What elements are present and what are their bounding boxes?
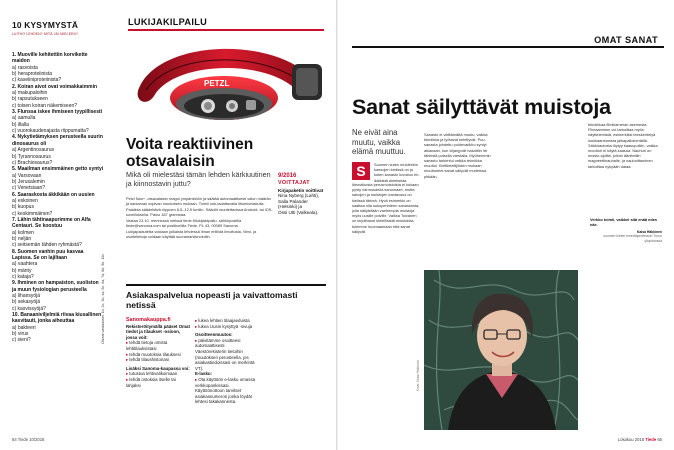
question-text: 4. Nykytietämyksen perusteella suurin dinosaurus oli (12, 134, 103, 147)
photo-caption (590, 218, 660, 228)
quiz-option: c) kaseiiniproteiinista? (12, 77, 62, 84)
svg-text:PETZL: PETZL (204, 79, 230, 88)
quiz-option: c) Venetsiaan? (12, 185, 46, 192)
answers-text: Oikeat vastaukset: 1b, 2c, 3b, 4a, 5c, 6a, 7a, 8b, 9b, 10c (101, 254, 105, 344)
winners-date: 9/2016 (278, 173, 297, 179)
quiz-option: c) toisen koiran näkemiseen? (12, 102, 78, 109)
quiz-title: 10 KYSYMYSTÄ (12, 20, 79, 30)
quiz-option: a) aamulla (12, 115, 36, 122)
quiz-option: c) keskimmäinen? (12, 210, 53, 217)
headline-voita: Voita reaktiivinen otsavalaisin (126, 136, 254, 170)
body-text: Sanasto ei välttämättä muutu, vaikka tekniikka ja työtavat kehittyvät. Puu-sanasta johdettu puidevarikko syntyi aikanaan, kun viljanjyvät hakattiin irti tähkistä puisella varstalla. Myöhemmin sanasto tarkentui vaikka tekniikka muuttui. Kielitieteilijöiden mukaan muuttuneet sanat säilyvät murteissa pitkään. (424, 132, 491, 179)
quiz-option: b) rapsutukseen (12, 96, 48, 103)
body-paragraph: Lukijapalautetta voidaan julkaista lehdessä ilman erillistä ilmoitusta. Nimi- ja osoitetietoja voidaan käyttää suoramarkkinointiin. (126, 228, 257, 240)
question-text: 5. Maailman ensimmäinen getto syntyi (12, 166, 104, 173)
portrait-drawing (424, 270, 578, 430)
reg-title: Rekisteröitymällä pääset Omat tiedot ja tilaukset -osioon, jossa voit: (126, 323, 190, 340)
quiz-option: a) Varsovaan (12, 172, 42, 179)
lead-sanat: Ne eivät aina muutu, vaikka elämä muuttuu. (352, 128, 406, 157)
quiz-option: c) sieni? (12, 337, 31, 344)
folio-number: 65 (657, 437, 662, 442)
reg-item: ▸ tehdä tietoja omista lehtitilauksistasi (126, 340, 190, 351)
quiz-question (12, 217, 104, 249)
service-site: Sanomakauppa.fi (126, 317, 171, 323)
headline-asiakaspalvelu: Asiakaspalvelua nopeasti ja vaivattomasti netissä (126, 290, 298, 311)
quiz-option: a) kolmen (12, 229, 34, 236)
quiz-question (12, 84, 104, 109)
author-name: Kaisa Häkkinen (636, 230, 662, 234)
right-page (338, 0, 674, 450)
body-column-3 (588, 122, 660, 169)
section-label-omat-sanat: OMAT SANAT (594, 35, 658, 45)
quiz-option: c) seitsemän tähden ryhmästä? (12, 242, 82, 249)
question-text: 9. Ihminen on hampaiston, suoliston ja muun fysiologian perusteella (12, 280, 99, 293)
author-title: suomen kielen emeritaprofessori Turun yliopistossa (603, 234, 662, 243)
question-text: 8. Suomen vanhin puu kasvaa Lapissa. Se on lajiltaan (12, 248, 84, 261)
dropcap: S (352, 162, 370, 180)
folio-left: 64 Tiede 10/2016 (12, 437, 45, 442)
quiz-option: a) Argentinosaurus (12, 147, 54, 154)
question-text: 6. Saaraskosta äkkikään on uusien (12, 191, 95, 198)
changes-item: ▸ Ota käyttöön e-lasku omassa verkkopankissasi. Käyttöönottoon tarvitset asiakasnumeron jonka löydät lehtesi takakannesta. (195, 377, 257, 405)
caption-text: Verkko toimii, vaikkei sitä enää edes näe. (590, 217, 658, 227)
body-paragraph: Vastaa 23.10. mennessä netissä tiede.fi/lukijakilpailu, sähköpostilla tiede@sanoma.com tai postikortilla Tiede, PL 43, 00089 Sanoma. (126, 217, 242, 229)
quiz-question (12, 280, 104, 312)
body-voita (126, 196, 273, 240)
winners-list (278, 188, 326, 215)
quiz-option: a) rasvoista (12, 64, 38, 71)
quiz-option: a) eskoinen (12, 197, 38, 204)
quiz-option: b) virus (12, 331, 29, 338)
quiz-answers (101, 254, 109, 404)
shop-title: Lisäksi Sanoma-kaupassa voi: (126, 365, 190, 371)
question-text: 3. Flunssa iskee ihmiseen tyypillisesti (12, 109, 103, 116)
headline-sanat: Sanat säilyttävät muistoja (352, 95, 611, 119)
author-photo (424, 270, 578, 430)
quiz-option: b) sekasyöjä (12, 299, 41, 306)
quiz-option: b) neljän (12, 235, 32, 242)
body-column-2 (424, 132, 492, 179)
quiz-option: b) illalla (12, 121, 29, 128)
folio-issue: Lokakuu 2016 (617, 437, 645, 442)
quiz-question (12, 166, 104, 191)
quiz-option: a) lihansyöjä (12, 293, 41, 300)
quiz-option: b) kuopus (12, 204, 34, 211)
elasku-title: E-lasku: (195, 371, 213, 377)
section-label-lukijakilpailu: LUKIJAKILPAILU (128, 17, 208, 27)
quiz-option: b) Tyrannosaurus (12, 153, 51, 160)
body-text: tekniikkaa filmikameran asemesta. Filmaaminen voi tarkoittaa myös näyttelemistä, esimerkiksi teeskentelyä loukkaantumista jalkapallokentällä. Sähköautosta löytyy kaasupolkin, vaikka moottori ei käytä kaasua. Nauhuri on muisto ajoilta, jolloin äänitettiin magneettinauhalle, ja nauhoittaminen tarkoittaa nykyään dataa. (588, 122, 658, 169)
shop-item: ▸ tehdä ostoksia itselle tai lahjaksi (126, 377, 190, 388)
quiz-list (12, 52, 104, 344)
quiz-option: b) heraproteiinista (12, 71, 53, 78)
winners-title: Kirjapaketin voittivat (278, 188, 324, 193)
left-page (0, 0, 336, 450)
service-column-2 (195, 318, 257, 405)
body-first-lines: Suomen kuten muidenkin kansojen kielissä on ja kuten sanasto koostuu eri-ikäisistä aineksista. (374, 162, 420, 183)
question-text: 1. Muoville kehitettiin korvikette maidon (12, 52, 88, 65)
section-rule (352, 46, 664, 48)
question-text: 10. Banaaniviljelmiä riivaa kiusallinen kasvitauti, jonka aiheuttaa (12, 312, 102, 325)
winner-item: Salla Palander (Helsinki) ja (278, 198, 308, 210)
quiz-question (12, 134, 104, 166)
winner-item: Nina Nyberg (Lahti), (278, 193, 320, 199)
quiz-option: a) vaahtera (12, 261, 38, 268)
quiz-question (12, 249, 104, 281)
quiz-question (12, 109, 104, 134)
service-column-1 (126, 318, 190, 388)
quiz-option: c) kataja? (12, 274, 34, 281)
quiz-option: c) kasvissyöjä? (12, 305, 46, 312)
quiz-option: a) bakteeri (12, 324, 36, 331)
quiz-option: c) vuorokaudenajasta riippumatta? (12, 128, 89, 135)
body-column-1 (352, 162, 420, 234)
question-text: 7. Lähin tähtinaapurimme on Alfa Centauri. Se koostuu (12, 216, 91, 230)
reg-item: ▸ tehdä muutoksia tilauksesi (126, 352, 190, 358)
winners-label: VOITTAJAT (278, 180, 310, 186)
quiz-question (12, 52, 104, 84)
body-paragraph: Petzl Nao+ -otsavalaisin reagoi ympäristöön ja säätää automaattisesti valon määrän ja kantaman sopivan muutoksen mukaan. Toimii usb-ladattavalla litiumioniakulla. Palaikka säädettävä riippuen 6,5–12,5 tuntiin. Säädöt muutettavissa Android- tai iOS-sovelluksella. Paino 187 grammaa. (126, 196, 273, 217)
photo-credit: Kuva: Kaisa Häkkinen (416, 360, 420, 392)
question-text: 2. Koiran aivot ovat voimakkaimmin (12, 83, 98, 90)
reg-item: ▸ tehdä tilaushistoriasi (126, 357, 190, 363)
folio-right (618, 437, 662, 442)
quiz-option: b) Jerusalemin (12, 178, 45, 185)
quiz-subtitle: LUITKO LEHDEN? MITÄ JÄI MIELEEN? (12, 32, 79, 36)
quiz-column (12, 20, 104, 430)
lead-voita: Mikä oli mielestäsi tämän lehden kärkiuutinen ja kiinnostavin juttu? (126, 170, 271, 188)
headlamp-drawing (122, 30, 334, 128)
folio-mag: Tiede (645, 437, 657, 442)
headlamp-image (122, 30, 334, 128)
winner-item: Ossi Utti (Valkeala). (278, 209, 319, 215)
author-signature (590, 230, 662, 243)
shop-item: ▸ tutustua lehtivalikoimaan (126, 371, 190, 377)
changes-item: ▸ päivitämme osoitteesi automaattisesti Väestörekisterin tietoihin (muutoksen perusteella, jos asiakastiedoissasi on merkintä VT). (195, 338, 257, 372)
quiz-question (12, 192, 104, 217)
section-divider (126, 284, 326, 286)
body-text: Iktraviikosta perusmuistoista ei kukaan pysty varmuudella sanomaan, mutta sanojen ja muistojen kantavuus on kielissä tärkeä. Hyvä esimerkki on saattaa olla sukuperinteen sanastoista, jolla säilytetään vanhempia muistoja myös uusille polville. Vaikka Toivanen on kirjoittanut kielellisistä muistoista, tulemme huomaamaan että sanat säilyvät. (352, 182, 420, 234)
quiz-option: b) mänty (12, 267, 32, 274)
mid-item: ▸ lukea Uusin kysyttyä -sivuja (195, 324, 257, 330)
mid-item: ▸ lukea lehtien tilaajaeduista (195, 318, 257, 324)
quiz-question (12, 312, 104, 344)
quiz-option: c) Brachiosaurus? (12, 159, 53, 166)
winners-box (278, 173, 326, 215)
changes-title: Osoitteenmuutos: (195, 332, 233, 338)
quiz-option: a) makupaloihin (12, 90, 48, 97)
